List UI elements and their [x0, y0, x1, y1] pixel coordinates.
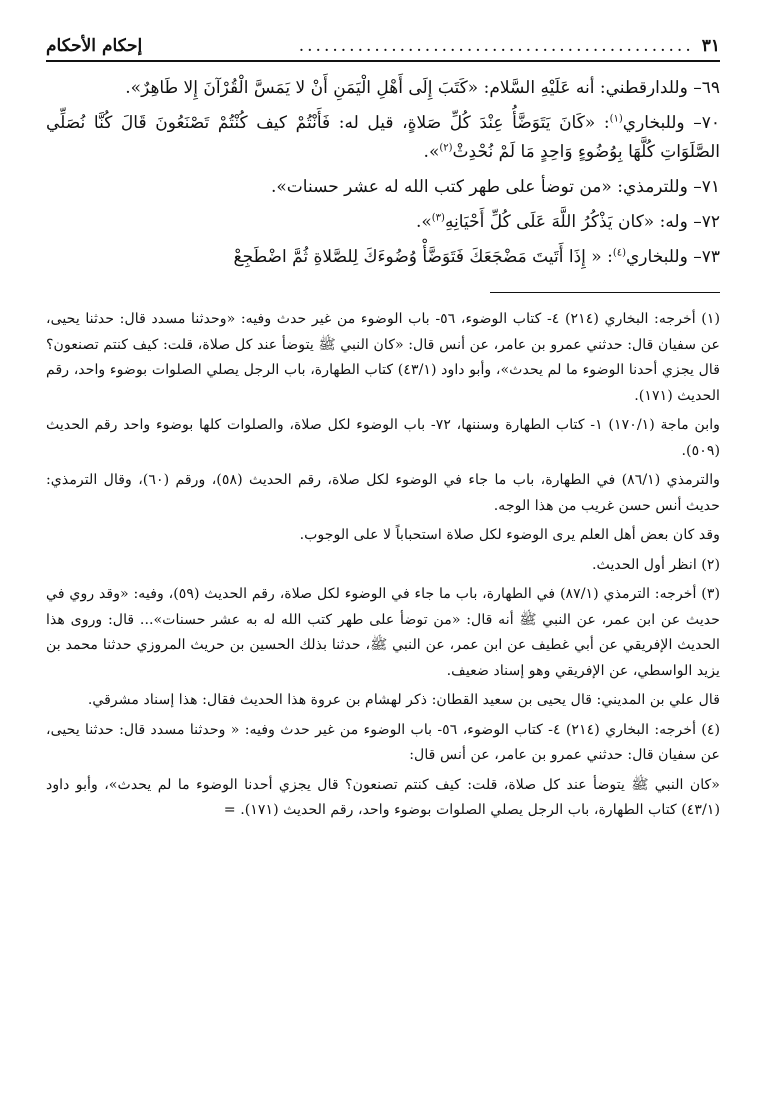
footnote-3-cont: قال علي بن المديني: قال يحيى بن سعيد القطان: ذكر لهشام بن عروة هذا الحديث فقال: هذا إسناد مشرقي.	[87, 692, 720, 708]
hadith-70: ٧٠– وللبخاري$^{(١)}$: «كَانَ يَتَوَضَّأُ عِنْدَ كُلِّ صَلاةٍ، قيل له: فَأَنْتُمْ كيف كُنْتُمْ تَصْنَعُونَ قَالَ كُنَّا نُصَلِّي الصَّلَوَاتِ كُلَّهَا بِوُضُوءٍ وَاحِدٍ مَا لَمْ نُحْدِثْ$^{(٢)}$».	[46, 113, 721, 162]
hadith-number: ٦٩	[701, 78, 720, 98]
hadith-list	[46, 74, 720, 272]
page-number: ٣١	[701, 36, 720, 56]
running-header	[46, 28, 720, 62]
book-title: إحكام الأحكام	[46, 36, 143, 56]
hadith-number: ٧١	[701, 177, 720, 197]
hadith-source: وللبخاري	[626, 247, 688, 267]
hadith-source: وللبخاري	[622, 113, 685, 133]
footnote-1-cont: وقد كان بعض أهل العلم يرى الوضوء لكل صلاة استحباباً لا على الوجوب.	[299, 527, 720, 543]
footnote-4-cont: «كان النبي ﷺ يتوضأ عند كل صلاة، قلت: كيف كنتم تصنعون؟ قال يجزي أحدنا الوضوء ما لم يحدث»، وأبو داود (٤٣/١) كتاب الطهارة، باب الرجل يصلي الصلوات بوضوء واحد، رقم الحديث (١٧١). =	[46, 776, 720, 818]
hadith-number: ٧٢	[701, 212, 720, 232]
footnote-ref: (١)	[609, 113, 623, 125]
footnote-2: (٢) انظر أول الحديث.	[592, 556, 720, 573]
hadith-number: ٧٠	[701, 113, 721, 133]
hadith-71: ٧١– وللترمذي: «من توضأ على طهر كتب الله له عشر حسنات».	[270, 177, 720, 197]
hadith-source: وللدارقطني: أنه عَلَيْهِ السَّلام:	[478, 78, 688, 98]
footnote-ref: (٣)	[431, 212, 445, 224]
hadith-text: : «كَانَ يَتَوَضَّأُ عِنْدَ كُلِّ صَلاةٍ، قيل له: فَأَنْتُمْ كيف كُنْتُمْ تَصْنَعُونَ قَالَ كُنَّا نُصَلِّي الصَّلَوَاتِ كُلَّهَا بِوُضُوءٍ وَاحِدٍ مَا لَمْ نُحْدِثْ	[46, 113, 720, 162]
footnotes	[46, 307, 720, 824]
hadith-source: وللترمذي:	[611, 177, 688, 197]
footnote-1-cont: وابن ماجة (١٧٠/١) ١- كتاب الطهارة وسننها، ٧٢- باب الوضوء لكل صلاة، والصلوات كلها بوضوء واحد رقم الحديث (٥٠٩).	[46, 417, 720, 459]
hadith-text: «كان يَذْكُرُ اللَّهَ عَلَى كُلِّ أَحْيَانِهِ	[444, 212, 655, 232]
hadith-72: ٧٢– وله: «كان يَذْكُرُ اللَّهَ عَلَى كُلِّ أَحْيَانِهِ$^{(٣)}$».	[415, 212, 720, 232]
footnote-3: (٣) أخرجه: الترمذي (٨٧/١) في الطهارة، باب ما جاء في الوضوء لكل صلاة، رقم الحديث (٥٩)، وفيه: «وقد روي في حديث عن ابن عمر، عن النبي ﷺ أنه قال: «من توضأ على طهر كتب الله له به عشر حسنات»... قال: وروى هذا الحديث الإفريقي عن أبي غطيف عن ابن عمر، عن النبي ﷺ، حدثنا بذلك الحسين بن حريث المروزي حدثنا محمد بن يزيد الواسطي، عن الإفريقي وهو إسناد ضعيف.	[46, 586, 720, 679]
hadith-source: وله:	[654, 212, 688, 232]
footnote-1-cont: والترمذي (٨٦/١) في الطهارة، باب ما جاء في الوضوء لكل صلاة، رقم الحديث (٥٨)، ورقم (٦٠)، وقال الترمذي: حديث أنس حسن غريب من هذا الوجه.	[46, 472, 721, 514]
hadith-end: ».	[415, 212, 432, 232]
hadith-text: : « إِذَا أَتَيتَ مَضْجَعَكَ فَتَوَضَّأْ وُضُوءَكَ لِلصَّلاةِ ثُمَّ اضْطَجِعْ	[233, 247, 613, 267]
footnote-1: (١) أخرجه: البخاري (٢١٤) ٤- كتاب الوضوء، ٥٦- باب الوضوء من غير حدث وفيه: «وحدثنا مسدد قال: حدثنا يحيى، عن سفيان قال: حدثني عمرو بن عامر، عن أنس قال: «كان النبي ﷺ يتوضأ عند كل صلاة، قلت: كيف كنتم تصنعون؟ قال يجزي أحدنا الوضوء ما لم يحدث»، وأبو داود (٤٣/١) كتاب الطهارة، باب الرجل يصلي الصلوات بوضوء واحد، رقم الحديث (١٧١).	[46, 311, 721, 404]
footnote-ref: (٢)	[439, 142, 453, 154]
footnote-4: (٤) أخرجه: البخاري (٢١٤) ٤- كتاب الوضوء، ٥٦- باب الوضوء من غير حدث وفيه: « وحدثنا مسدد قال: حدثنا يحيى، عن سفيان قال: حدثني عمرو بن عامر، عن أنس قال:	[46, 721, 721, 763]
hadith-73: ٧٣– وللبخاري$^{(٤)}$: « إِذَا أَتَيتَ مَضْجَعَكَ فَتَوَضَّأْ وُضُوءَكَ لِلصَّلاةِ ثُمَّ اضْطَجِعْ	[233, 247, 720, 267]
header-dots: ...............................................	[298, 36, 694, 56]
footnote-separator	[490, 292, 720, 293]
hadith-text: «من توضأ على طهر كتب الله له عشر حسنات».	[270, 177, 612, 197]
footnote-ref: (٤)	[612, 247, 626, 259]
hadith-end: ».	[423, 142, 440, 162]
hadith-number: ٧٣	[701, 247, 720, 267]
hadith-69: ٦٩– وللدارقطني: أنه عَلَيْهِ السَّلام: «كَتَبَ إِلَى أَهْلِ الْيَمَنِ أَنْ لا يَمَسَّ الْقُرْآنَ إِلا طَاهِرٌ».	[125, 78, 720, 98]
hadith-text: «كَتَبَ إِلَى أَهْلِ الْيَمَنِ أَنْ لا يَمَسَّ الْقُرْآنَ إِلا طَاهِرٌ».	[125, 78, 479, 98]
